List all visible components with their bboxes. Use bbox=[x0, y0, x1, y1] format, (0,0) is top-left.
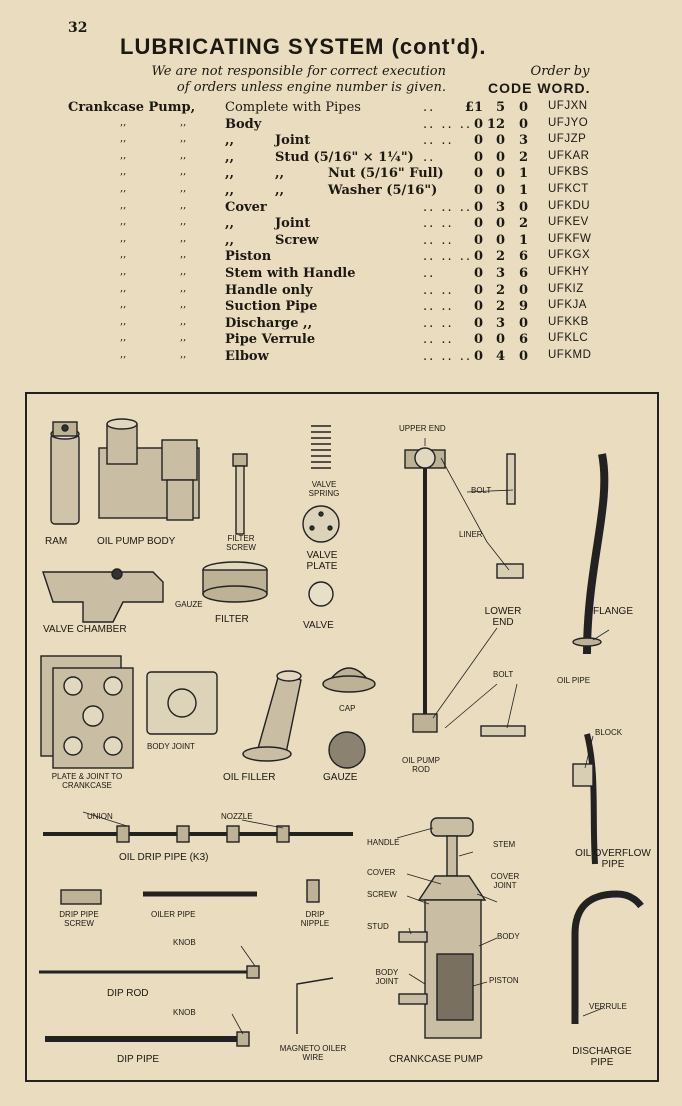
label-drip-pipe-screw: DRIP PIPE SCREW bbox=[59, 910, 99, 928]
price-shillings: 0 bbox=[495, 166, 505, 182]
valve-chamber-drawing bbox=[43, 569, 163, 622]
label-ram: RAM bbox=[45, 536, 68, 547]
item-subsubdesc: Nut (5/16" Full) bbox=[328, 166, 444, 182]
label-oil-pump-body: OIL PUMP BODY bbox=[97, 536, 176, 547]
ditto-mark: ,, bbox=[180, 282, 187, 294]
price-pounds: 0 bbox=[473, 265, 483, 281]
leader-dots: .. .. .. bbox=[423, 348, 473, 364]
leader-dots: .. bbox=[423, 149, 436, 165]
ditto-mark: ,, bbox=[120, 199, 127, 211]
label-liner: LINER bbox=[459, 530, 483, 539]
item-subdesc: Screw bbox=[275, 232, 319, 248]
valve-drawing bbox=[309, 582, 333, 606]
ram-drawing bbox=[51, 422, 79, 524]
item-desc: Cover bbox=[225, 199, 267, 215]
ditto-mark: ,, bbox=[180, 232, 187, 244]
parts-row bbox=[68, 299, 628, 316]
parts-row bbox=[68, 332, 628, 349]
label-body: BODY bbox=[497, 932, 520, 941]
ditto-mark: ,, bbox=[120, 116, 127, 128]
parts-row bbox=[68, 133, 628, 150]
parts-row bbox=[68, 233, 628, 250]
label-lower-end: LOWER END bbox=[484, 606, 522, 628]
price-shillings: 0 bbox=[495, 133, 505, 149]
price-pence: 3 bbox=[518, 133, 528, 149]
label-bolt-lower: BOLT bbox=[493, 670, 514, 679]
label-discharge-pipe: DISCHARGE PIPE bbox=[572, 1046, 632, 1068]
item-desc: Piston bbox=[225, 249, 272, 265]
price-pence: 0 bbox=[518, 100, 528, 115]
code-word: UFKDU bbox=[548, 199, 591, 212]
ditto-mark: ,, bbox=[180, 315, 187, 327]
oil-pipe-drawing bbox=[587, 454, 604, 654]
leader-dots: .. .. bbox=[423, 232, 454, 248]
plate-joint-drawing bbox=[41, 656, 133, 768]
label-valve-chamber: VALVE CHAMBER bbox=[43, 624, 127, 635]
label-knob-1: KNOB bbox=[173, 938, 196, 947]
ditto-mark: ,, bbox=[180, 182, 187, 194]
price-pounds: 0 bbox=[473, 166, 483, 182]
ditto-mark: ,, bbox=[120, 299, 127, 311]
item-subdesc: ,, bbox=[275, 182, 285, 198]
price-shillings: 2 bbox=[495, 299, 505, 315]
oil-pump-body-drawing bbox=[99, 419, 199, 520]
parts-row bbox=[68, 150, 628, 167]
code-word: UFJZP bbox=[548, 133, 587, 146]
price-pence: 6 bbox=[518, 265, 528, 281]
ditto-mark: ,, bbox=[120, 216, 127, 228]
label-oil-filler: OIL FILLER bbox=[223, 772, 276, 783]
leader-dots: .. bbox=[423, 265, 436, 281]
price-pence: 9 bbox=[518, 299, 528, 315]
group-name: Crankcase Pump, bbox=[68, 100, 196, 115]
code-word: UFKIZ bbox=[548, 282, 584, 295]
valve-spring-drawing bbox=[311, 426, 331, 468]
ditto-mark: ,, bbox=[120, 348, 127, 360]
parts-row bbox=[68, 200, 628, 217]
ditto-mark: ,, bbox=[120, 265, 127, 277]
label-cover-joint: COVER JOINT bbox=[490, 872, 520, 890]
label-bolt-top: BOLT bbox=[471, 486, 492, 495]
price-shillings: 2 bbox=[495, 282, 505, 298]
label-oil-drip-pipe: OIL DRIP PIPE (K3) bbox=[119, 852, 209, 863]
label-screw: SCREW bbox=[367, 890, 397, 899]
valve-plate-drawing bbox=[303, 506, 339, 542]
filter-drawing bbox=[203, 562, 267, 602]
leader-dots: .. .. bbox=[423, 216, 454, 232]
leader-dots: .. .. bbox=[423, 315, 454, 331]
price-shillings: 4 bbox=[495, 348, 505, 364]
label-flange: FLANGE bbox=[593, 606, 634, 617]
label-oiler-pipe: OILER PIPE bbox=[151, 910, 196, 919]
price-pounds: 0 bbox=[473, 182, 483, 198]
parts-row bbox=[68, 183, 628, 200]
drip-pipe-screw-drawing bbox=[61, 890, 101, 904]
label-dip-rod: DIP ROD bbox=[107, 988, 149, 999]
label-valve-spring: VALVE SPRING bbox=[308, 480, 340, 498]
item-desc: Handle only bbox=[225, 282, 313, 298]
price-pounds: £1 bbox=[464, 100, 483, 115]
item-desc: ,, bbox=[225, 232, 235, 248]
crankcase-pump-drawing bbox=[399, 818, 485, 1038]
leader-dots: .. .. bbox=[423, 282, 454, 298]
label-gauze-small: GAUZE bbox=[175, 600, 203, 609]
label-body-joint: BODY JOINT bbox=[147, 742, 195, 751]
item-desc: Complete with Pipes bbox=[225, 100, 361, 115]
label-oil-pipe: OIL PIPE bbox=[557, 676, 591, 685]
ditto-mark: ,, bbox=[180, 348, 187, 360]
label-knob-2: KNOB bbox=[173, 1008, 196, 1017]
parts-row bbox=[68, 283, 628, 300]
label-body-joint-2: BODY JOINT bbox=[375, 968, 399, 986]
label-valve-plate: VALVE PLATE bbox=[306, 550, 338, 572]
label-cap: CAP bbox=[339, 704, 356, 713]
price-pence: 1 bbox=[518, 232, 528, 248]
oil-overflow-drawing bbox=[587, 734, 595, 864]
parts-row bbox=[68, 216, 628, 233]
magneto-wire-drawing bbox=[297, 978, 333, 1034]
price-pence: 0 bbox=[518, 348, 528, 364]
ditto-mark: ,, bbox=[120, 149, 127, 161]
ditto-mark: ,, bbox=[180, 216, 187, 228]
order-by-heading: Order by bbox=[530, 64, 590, 79]
price-pence: 0 bbox=[518, 282, 528, 298]
code-word: UFKKB bbox=[548, 315, 589, 328]
item-desc: ,, bbox=[225, 166, 235, 182]
ditto-mark: ,, bbox=[120, 249, 127, 261]
code-word: UFKAR bbox=[548, 149, 590, 162]
page-number: 32 bbox=[68, 20, 88, 36]
cap-drawing bbox=[323, 668, 375, 692]
leader-dots: .. .. bbox=[423, 133, 454, 149]
label-filter-screw: FILTER SCREW bbox=[226, 534, 256, 552]
price-pounds: 0 bbox=[473, 216, 483, 232]
leader-dots: .. .. bbox=[423, 299, 454, 315]
leader-dots: .. .. bbox=[423, 332, 454, 348]
item-subdesc: Joint bbox=[275, 133, 311, 149]
code-word: UFKMD bbox=[548, 348, 592, 361]
ditto-mark: ,, bbox=[120, 332, 127, 344]
label-union: UNION bbox=[87, 812, 113, 821]
price-shillings: 12 bbox=[486, 116, 505, 132]
code-word: UFKHY bbox=[548, 265, 590, 278]
price-pence: 6 bbox=[518, 249, 528, 265]
label-dip-pipe: DIP PIPE bbox=[117, 1054, 160, 1065]
ditto-mark: ,, bbox=[180, 116, 187, 128]
item-subdesc: Joint bbox=[275, 216, 311, 232]
price-shillings: 0 bbox=[495, 182, 505, 198]
price-pence: 0 bbox=[518, 315, 528, 331]
price-pounds: 0 bbox=[473, 199, 483, 215]
parts-row bbox=[68, 100, 628, 117]
parts-row bbox=[68, 117, 628, 134]
item-desc: Discharge ,, bbox=[225, 315, 313, 331]
ditto-mark: ,, bbox=[180, 265, 187, 277]
code-word: UFKLC bbox=[548, 332, 589, 345]
price-pence: 1 bbox=[518, 166, 528, 182]
label-stud: STUD bbox=[367, 922, 389, 931]
price-pounds: 0 bbox=[473, 315, 483, 331]
ditto-mark: ,, bbox=[180, 166, 187, 178]
label-drip-nipple: DRIP NIPPLE bbox=[300, 910, 330, 928]
item-desc: ,, bbox=[225, 216, 235, 232]
price-pounds: 0 bbox=[473, 149, 483, 165]
price-shillings: 0 bbox=[495, 232, 505, 248]
price-pounds: 0 bbox=[473, 249, 483, 265]
ditto-mark: ,, bbox=[180, 249, 187, 261]
price-pounds: 0 bbox=[473, 116, 483, 132]
label-upper-end: UPPER END bbox=[399, 424, 446, 433]
price-pence: 6 bbox=[518, 332, 528, 348]
price-pence: 1 bbox=[518, 182, 528, 198]
ditto-mark: ,, bbox=[120, 166, 127, 178]
illustration-panel bbox=[25, 392, 659, 1082]
parts-row bbox=[68, 316, 628, 333]
item-subsubdesc: Washer (5/16") bbox=[328, 182, 438, 198]
ditto-mark: ,, bbox=[120, 133, 127, 145]
body-joint-drawing bbox=[147, 672, 217, 734]
label-crankcase-pump: CRANKCASE PUMP bbox=[389, 1054, 483, 1065]
note-line-2: of orders unless engine number is given. bbox=[176, 80, 446, 95]
ditto-mark: ,, bbox=[180, 299, 187, 311]
item-desc: Stem with Handle bbox=[225, 265, 356, 281]
label-gauze: GAUZE bbox=[323, 772, 358, 783]
item-subdesc: ,, bbox=[275, 166, 285, 182]
ditto-mark: ,, bbox=[180, 332, 187, 344]
label-piston: PISTON bbox=[489, 976, 519, 985]
code-word: UFJYO bbox=[548, 116, 589, 129]
oil-drip-pipe-drawing bbox=[43, 826, 353, 842]
price-pounds: 0 bbox=[473, 299, 483, 315]
price-pounds: 0 bbox=[473, 133, 483, 149]
price-shillings: 0 bbox=[495, 332, 505, 348]
price-shillings: 2 bbox=[495, 249, 505, 265]
parts-list bbox=[68, 100, 628, 366]
code-word: UFKCT bbox=[548, 182, 589, 195]
price-shillings: 3 bbox=[495, 199, 505, 215]
oil-filler-drawing bbox=[243, 671, 301, 761]
oil-pump-rod-drawing bbox=[405, 448, 525, 736]
price-pounds: 0 bbox=[473, 332, 483, 348]
label-nozzle: NOZZLE bbox=[221, 812, 253, 821]
ditto-mark: ,, bbox=[180, 149, 187, 161]
note-line-1: We are not responsible for correct execution bbox=[151, 64, 446, 79]
label-oil-overflow-pipe: OIL OVERFLOW PIPE bbox=[575, 848, 651, 870]
label-valve: VALVE bbox=[303, 620, 334, 631]
label-plate-joint: PLATE & JOINT TO CRANKCASE bbox=[51, 772, 123, 790]
leader-dots: .. .. .. bbox=[423, 116, 473, 132]
price-shillings: 5 bbox=[495, 100, 505, 115]
label-magneto-oiler-wire: MAGNETO OILER WIRE bbox=[279, 1044, 347, 1062]
code-word: UFKGX bbox=[548, 249, 591, 262]
price-pounds: 0 bbox=[473, 348, 483, 364]
ditto-mark: ,, bbox=[120, 182, 127, 194]
item-desc: Pipe Verrule bbox=[225, 332, 316, 348]
label-cover: COVER bbox=[367, 868, 396, 877]
price-shillings: 3 bbox=[495, 315, 505, 331]
disclaimer-note bbox=[96, 64, 446, 96]
price-shillings: 0 bbox=[495, 216, 505, 232]
price-pence: 0 bbox=[518, 199, 528, 215]
code-word: UFKBS bbox=[548, 166, 589, 179]
drip-nipple-drawing bbox=[307, 880, 319, 902]
price-pounds: 0 bbox=[473, 232, 483, 248]
price-pence: 2 bbox=[518, 149, 528, 165]
item-desc: ,, bbox=[225, 133, 235, 149]
parts-row bbox=[68, 166, 628, 183]
label-block: BLOCK bbox=[595, 728, 623, 737]
label-handle: HANDLE bbox=[367, 838, 400, 847]
leader-dots: .. .. .. bbox=[423, 199, 473, 215]
ditto-mark: ,, bbox=[120, 315, 127, 327]
code-word-heading: CODE WORD. bbox=[488, 80, 591, 96]
filter-screw-drawing bbox=[233, 454, 247, 534]
parts-row bbox=[68, 349, 628, 366]
label-oil-pump-rod: OIL PUMP ROD bbox=[402, 756, 440, 774]
gauze-drawing bbox=[329, 732, 365, 768]
price-pence: 2 bbox=[518, 216, 528, 232]
ditto-mark: ,, bbox=[180, 133, 187, 145]
item-subdesc: Stud (5/16" × 1¼") bbox=[275, 149, 414, 165]
label-filter: FILTER bbox=[215, 614, 249, 625]
leader-dots: .. .. .. bbox=[423, 249, 473, 265]
item-desc: ,, bbox=[225, 149, 235, 165]
price-shillings: 3 bbox=[495, 265, 505, 281]
code-word: UFKEV bbox=[548, 216, 589, 229]
leader-dots: .. bbox=[423, 100, 436, 115]
ditto-mark: ,, bbox=[180, 199, 187, 211]
ditto-mark: ,, bbox=[120, 232, 127, 244]
ditto-mark: ,, bbox=[120, 282, 127, 294]
parts-row bbox=[68, 266, 628, 283]
parts-row bbox=[68, 249, 628, 266]
code-word: UFJXN bbox=[548, 100, 588, 112]
price-pence: 0 bbox=[518, 116, 528, 132]
item-desc: ,, bbox=[225, 182, 235, 198]
page-title: LUBRICATING SYSTEM (cont'd). bbox=[120, 34, 487, 59]
price-shillings: 0 bbox=[495, 149, 505, 165]
item-desc: Body bbox=[225, 116, 262, 132]
item-desc: Elbow bbox=[225, 348, 269, 364]
price-pounds: 0 bbox=[473, 282, 483, 298]
code-word: UFKJA bbox=[548, 299, 587, 312]
code-word: UFKFW bbox=[548, 232, 592, 245]
label-stem: STEM bbox=[493, 840, 516, 849]
item-desc: Suction Pipe bbox=[225, 299, 318, 315]
label-verrule: VERRULE bbox=[589, 1002, 627, 1011]
